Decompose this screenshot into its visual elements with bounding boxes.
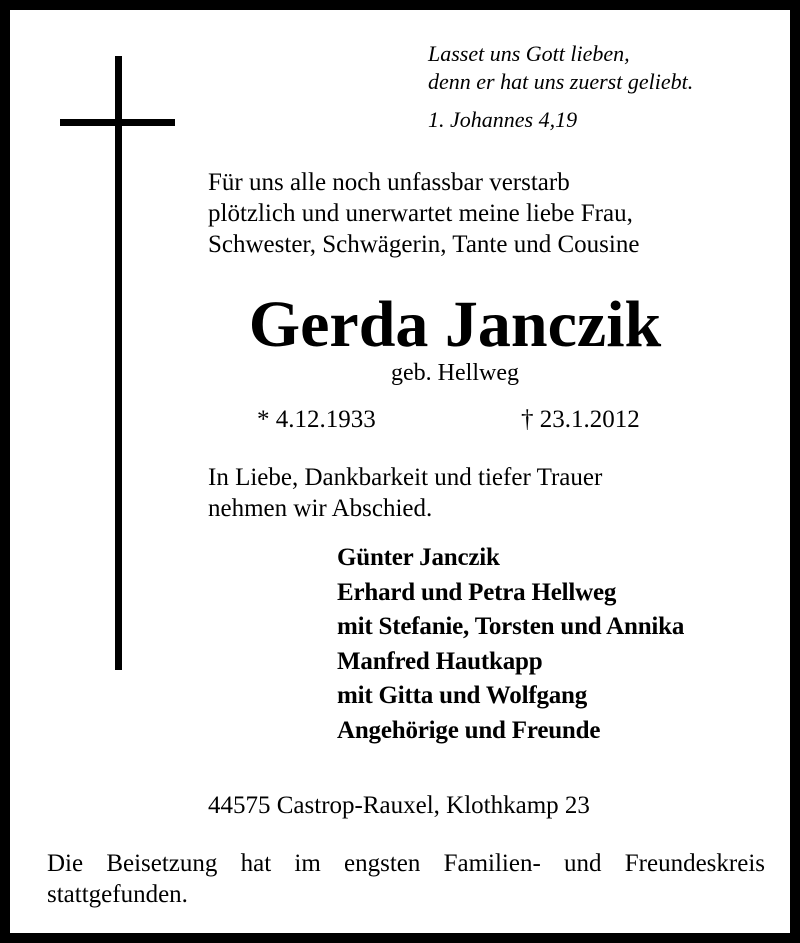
mourners-list [337, 541, 684, 748]
bible-verse [428, 40, 693, 96]
mourner-entry: Manfred Hautkapp [337, 647, 543, 675]
mourner-entry: Erhard und Petra Hellweg [337, 578, 617, 606]
intro-line: plötzlich und unerwartet meine liebe Frau, [208, 200, 633, 227]
intro-line: Schwester, Schwägerin, Tante und Cousine [208, 231, 640, 258]
verse-line: Lasset uns Gott lieben, [428, 41, 630, 66]
farewell-line: In Liebe, Dankbarkeit und tiefer Trauer [208, 464, 603, 491]
address: 44575 Castrop-Rauxel, Klothkamp 23 [208, 792, 590, 819]
birth-date: * 4.12.1933 [257, 406, 376, 433]
deceased-name: Gerda Janczik [248, 288, 662, 361]
obituary-notice [10, 10, 790, 933]
funeral-note: Die Beisetzung hat im engsten Familien- und Freundeskreis stattgefunden. [47, 850, 765, 908]
cross-icon-bar [60, 119, 175, 126]
farewell-line: nehmen wir Abschied. [208, 495, 433, 522]
mourner-entry: Günter Janczik [337, 544, 500, 571]
mourner-entry: mit Stefanie, Torsten und Annika [337, 613, 685, 640]
verse-reference: 1. Johannes 4,19 [428, 107, 578, 132]
death-date: † 23.1.2012 [521, 406, 640, 433]
mourner-entry: mit Gitta und Wolfgang [337, 682, 588, 709]
farewell-text [208, 462, 602, 524]
intro-text [208, 167, 639, 260]
maiden-name: geb. Hellweg [391, 360, 519, 386]
intro-line: Für uns alle noch unfassbar verstarb [208, 169, 570, 196]
mourner-entry: Angehörige und Freunde [337, 716, 601, 744]
verse-line: denn er hat uns zuerst geliebt. [428, 69, 694, 94]
